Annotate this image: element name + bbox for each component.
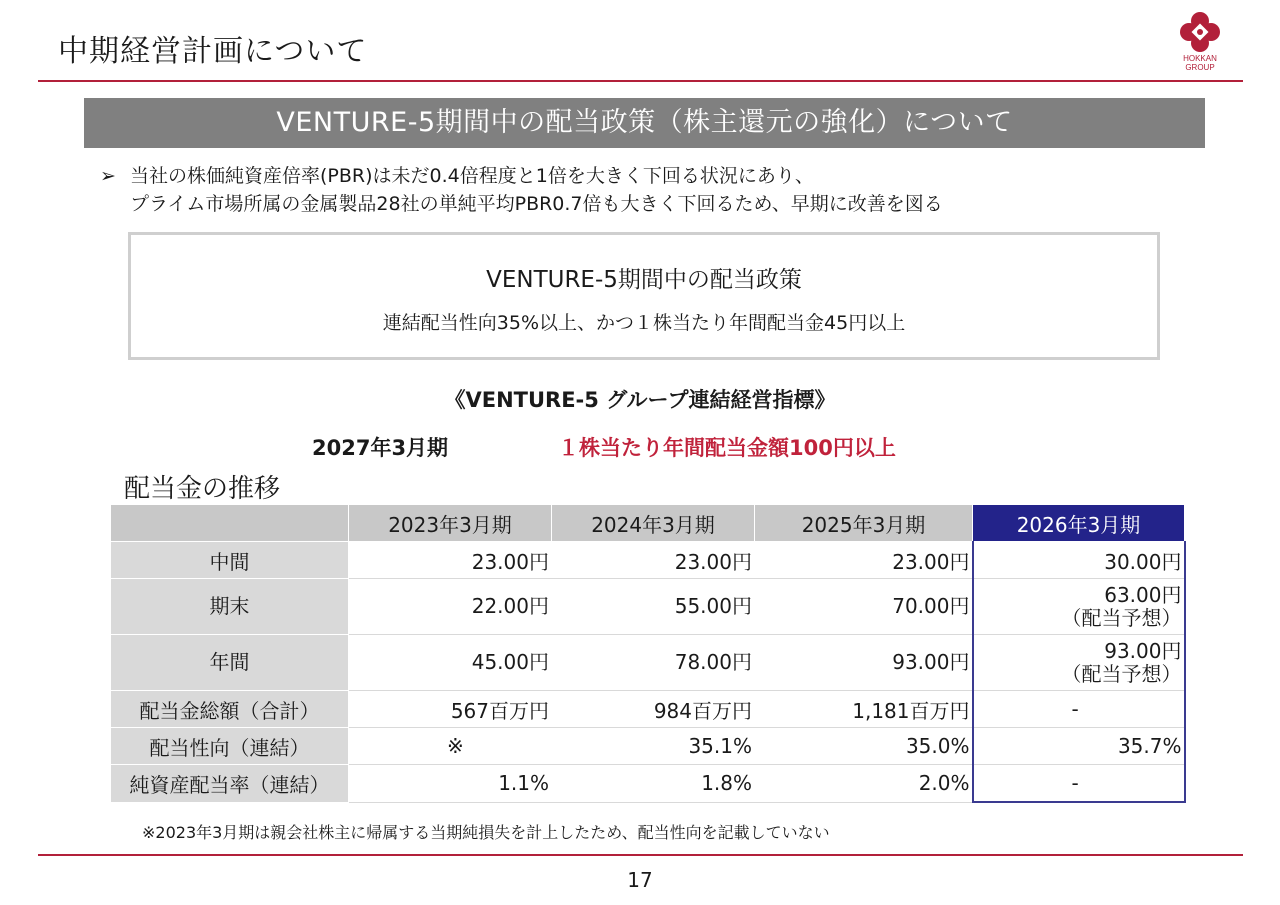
table-cell: 23.00円 [755, 542, 973, 579]
flower-logo-icon [1178, 10, 1222, 54]
kpi-heading: 《VENTURE-5 グループ連結経営指標》 [444, 388, 836, 412]
forecast-value: 93.00円 [1104, 638, 1182, 663]
row-label: 配当金総額（合計） [111, 691, 349, 728]
dividend-policy-box [128, 232, 1160, 360]
bullet-line-1: 当社の株価純資産倍率(PBR)は未だ0.4倍程度と1倍を大きく下回る状況にあり、 [130, 165, 814, 187]
footnote: ※2023年3月期は親会社株主に帰属する当期純損失を計上したため、配当性向を記載していない [142, 823, 830, 842]
table-header-cell: 2023年3月期 [349, 505, 552, 542]
pbr-bullet [100, 162, 943, 218]
table-cell: 567百万円 [349, 691, 552, 728]
row-label: 期末 [111, 579, 349, 635]
table-cell-highlight: - [973, 765, 1185, 803]
table-cell-highlight: 35.7% [973, 728, 1185, 765]
policy-title: VENTURE-5期間中の配当政策 [486, 267, 802, 293]
table-cell: 45.00円 [349, 635, 552, 691]
target-year: 2027年3月期 [312, 436, 449, 460]
dividend-table [110, 504, 1186, 803]
table-row [111, 542, 1185, 579]
table-cell: 1.8% [552, 765, 755, 803]
table-header-cell: 2025年3月期 [755, 505, 973, 542]
logo-text-hokkan: HOKKAN [1183, 54, 1217, 63]
table-cell: 1.1% [349, 765, 552, 803]
table-cell: 35.1% [552, 728, 755, 765]
row-label: 純資産配当率（連結） [111, 765, 349, 803]
table-header-row [111, 505, 1185, 542]
logo-text-group: GROUP [1185, 63, 1215, 72]
table-cell: 23.00円 [349, 542, 552, 579]
bullet-line-2: プライム市場所属の金属製品28社の単純平均PBR0.7倍も大きく下回るため、早期に改善を図る [130, 193, 943, 215]
forecast-note: （配当予想） [1061, 661, 1182, 686]
table-header-cell [111, 505, 349, 542]
page-title: 中期経営計画について [58, 34, 368, 69]
table-row [111, 635, 1185, 691]
section-banner: VENTURE-5期間中の配当政策（株主還元の強化）について [84, 98, 1205, 148]
table-cell: 35.0% [755, 728, 973, 765]
table-row [111, 728, 1185, 765]
bullet-arrow-icon: ➢ [100, 165, 116, 187]
table-cell: 2.0% [755, 765, 973, 803]
table-cell: 70.00円 [755, 579, 973, 635]
forecast-note: （配当予想） [1061, 605, 1182, 630]
table-cell: 22.00円 [349, 579, 552, 635]
table-cell-highlight: 30.00円 [973, 542, 1185, 579]
table-header-cell-highlight: 2026年3月期 [973, 505, 1185, 542]
table-cell: 23.00円 [552, 542, 755, 579]
table-cell: ※ [349, 728, 552, 765]
table-row [111, 579, 1185, 635]
row-label: 年間 [111, 635, 349, 691]
row-label: 中間 [111, 542, 349, 579]
table-header-cell: 2024年3月期 [552, 505, 755, 542]
page-number: 17 [627, 868, 653, 892]
company-logo [1172, 10, 1228, 74]
policy-text: 連結配当性向35%以上、かつ１株当たり年間配当金45円以上 [382, 312, 906, 334]
table-cell: 93.00円 [755, 635, 973, 691]
table-cell: 984百万円 [552, 691, 755, 728]
header-divider [38, 80, 1243, 82]
table-cell: 55.00円 [552, 579, 755, 635]
table-cell-highlight [973, 579, 1185, 635]
table-row [111, 765, 1185, 803]
row-label: 配当性向（連結） [111, 728, 349, 765]
table-cell: 1,181百万円 [755, 691, 973, 728]
dividend-table-title: 配当金の推移 [124, 474, 281, 504]
table-cell-highlight [973, 635, 1185, 691]
forecast-value: 63.00円 [1104, 582, 1182, 607]
target-value: １株当たり年間配当金額100円以上 [558, 436, 896, 460]
table-cell: 78.00円 [552, 635, 755, 691]
footer-divider [38, 854, 1243, 856]
table-row [111, 691, 1185, 728]
table-cell-highlight: - [973, 691, 1185, 728]
